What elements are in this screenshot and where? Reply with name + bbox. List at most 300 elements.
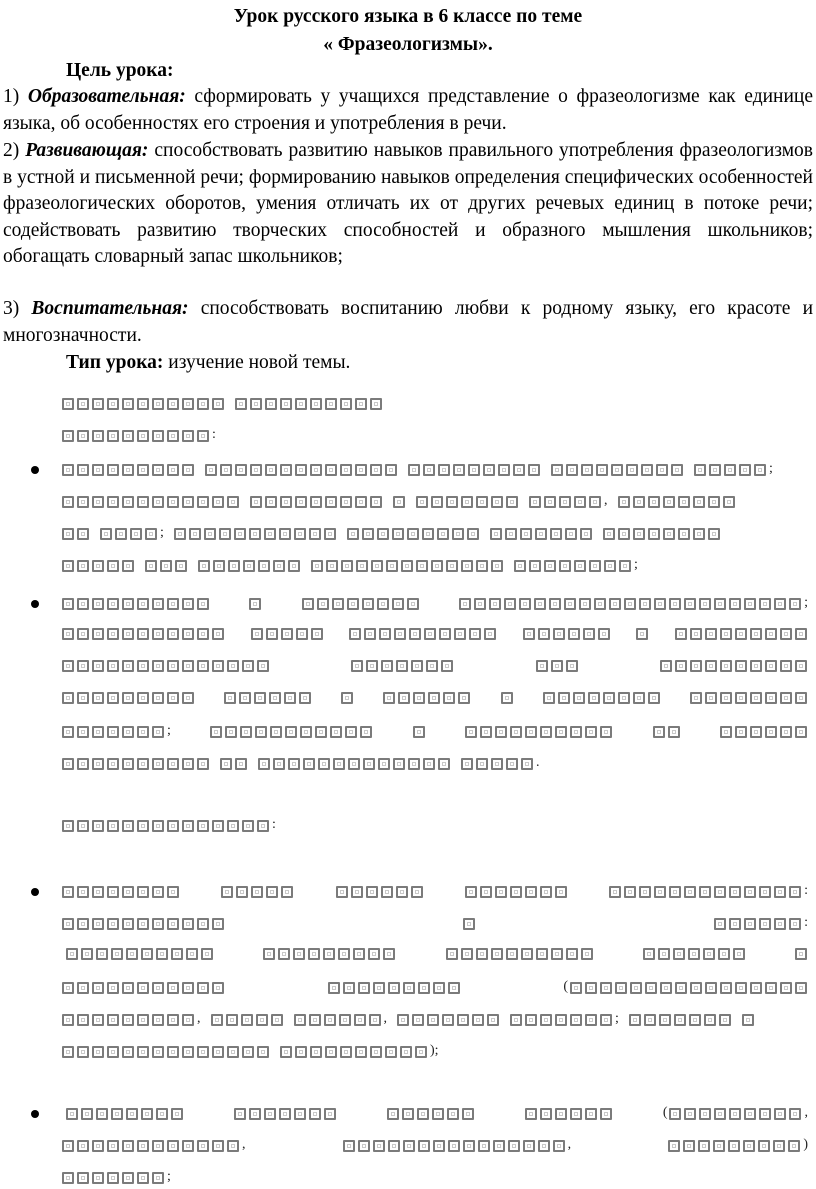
missing-glyph-box [122,1046,134,1058]
missing-glyph-box [413,692,425,704]
unreadable-text-line: ); [62,1044,449,1058]
missing-glyph-box [789,598,801,610]
missing-glyph-box [385,1046,397,1058]
missing-glyph-box [349,628,361,640]
missing-glyph-box [774,598,786,610]
unreadable-text-line: ; [62,1170,181,1184]
missing-glyph-box [453,464,465,476]
missing-glyph-box [122,628,134,640]
unreadable-text-line: ( [62,980,810,994]
missing-glyph-box [212,918,224,930]
missing-glyph-box [107,628,119,640]
missing-glyph-box [257,660,269,672]
missing-glyph-box [167,598,179,610]
missing-glyph-box [714,886,726,898]
missing-glyph-box [491,948,503,960]
missing-glyph-box [96,948,108,960]
missing-glyph-box [581,464,593,476]
missing-glyph-box [795,726,807,738]
missing-glyph-box [171,1108,183,1120]
missing-glyph-box [77,758,89,770]
missing-glyph-box [227,660,239,672]
missing-glyph-box [152,758,164,770]
goal-2-text: способствовать развитию навыков правильного употребления фразеологизмов в устной и письменной речи; формированию навыков определения специфических особенностей фразеологических оборотов, умения отличать их от других речевых единиц в потоке речи; содействовать развитию творческих способностей и образного мышления школьников; обогащать словарный запас школьников; [3,140,814,267]
missing-glyph-box [519,598,531,610]
missing-glyph-box [296,628,308,640]
missing-glyph-box [107,1046,119,1058]
missing-glyph-box [618,528,630,540]
missing-glyph-box [624,886,636,898]
missing-glyph-box [62,628,74,640]
missing-glyph-box [182,820,194,832]
missing-glyph-box [167,982,179,994]
missing-glyph-box [212,1046,224,1058]
missing-glyph-box [152,464,164,476]
missing-glyph-box [438,464,450,476]
missing-glyph-box [107,430,119,442]
missing-glyph-box [325,464,337,476]
missing-glyph-box [212,982,224,994]
missing-glyph-box [540,1014,552,1026]
missing-glyph-box [633,692,645,704]
missing-glyph-box [270,726,282,738]
missing-glyph-box [197,1140,209,1152]
missing-glyph-box [549,598,561,610]
missing-glyph-box [379,628,391,640]
missing-glyph-box [659,1014,671,1026]
missing-glyph-box [765,982,777,994]
missing-glyph-box [780,982,792,994]
missing-glyph-box [570,1014,582,1026]
missing-glyph-box [551,464,563,476]
missing-glyph-box [77,982,89,994]
missing-glyph-box [303,758,315,770]
missing-glyph-box [250,464,262,476]
missing-glyph-box [77,1140,89,1152]
missing-glyph-box [438,758,450,770]
missing-glyph-box [604,560,616,572]
missing-glyph-box [461,560,473,572]
missing-glyph-box [280,1046,292,1058]
missing-glyph-box [720,692,732,704]
missing-glyph-box [600,726,612,738]
missing-glyph-box [705,982,717,994]
missing-glyph-box [718,948,730,960]
goal-3 [3,296,813,349]
missing-glyph-box [538,1140,550,1152]
missing-glyph-box [235,758,247,770]
missing-glyph-box [265,496,277,508]
missing-glyph-box [529,560,541,572]
missing-glyph-box [654,886,666,898]
missing-glyph-box [397,1014,409,1026]
missing-glyph-box [362,598,374,610]
missing-glyph-box [92,496,104,508]
missing-glyph-box [789,1108,801,1120]
missing-glyph-box [472,1014,484,1026]
missing-glyph-box [377,528,389,540]
missing-glyph-box [780,726,792,738]
missing-glyph-box [543,692,555,704]
missing-glyph-box [377,598,389,610]
missing-glyph-box [708,528,720,540]
missing-glyph-box [656,464,668,476]
missing-glyph-box [568,628,580,640]
missing-glyph-box [668,1140,680,1152]
missing-glyph-box [728,1140,740,1152]
missing-glyph-box [324,1108,336,1120]
missing-glyph-box [693,528,705,540]
unreadable-text-line: . [62,756,550,770]
missing-glyph-box [720,726,732,738]
missing-glyph-box [107,1014,119,1026]
missing-glyph-box [385,464,397,476]
missing-glyph-box [724,464,736,476]
missing-glyph-box [525,1014,537,1026]
missing-glyph-box [340,464,352,476]
missing-glyph-box [555,1108,567,1120]
missing-glyph-box [505,528,517,540]
missing-glyph-box [402,1108,414,1120]
missing-glyph-box [167,1046,179,1058]
missing-glyph-box [523,628,535,640]
missing-glyph-box [489,598,501,610]
missing-glyph-box [243,560,255,572]
missing-glyph-box [510,1014,522,1026]
missing-glyph-box [288,560,300,572]
missing-glyph-box [355,1046,367,1058]
missing-glyph-box [653,726,665,738]
missing-glyph-box [235,464,247,476]
missing-glyph-box [241,1014,253,1026]
missing-glyph-box [339,1014,351,1026]
missing-glyph-box [663,528,675,540]
missing-glyph-box [551,660,563,672]
missing-glyph-box [669,1108,681,1120]
missing-glyph-box [347,598,359,610]
missing-glyph-box [219,528,231,540]
missing-glyph-box [167,496,179,508]
missing-glyph-box [579,598,591,610]
missing-glyph-box [318,758,330,770]
missing-glyph-box [197,820,209,832]
missing-glyph-box [302,598,314,610]
missing-glyph-box [257,1046,269,1058]
missing-glyph-box [266,886,278,898]
missing-glyph-box [126,948,138,960]
missing-glyph-box [182,982,194,994]
missing-glyph-box [122,398,134,410]
missing-glyph-box [240,726,252,738]
missing-glyph-box [182,598,194,610]
missing-glyph-box [77,628,89,640]
missing-glyph-box [167,758,179,770]
missing-glyph-box [448,982,460,994]
missing-glyph-box [122,820,134,832]
missing-glyph-box [122,886,134,898]
missing-glyph-box [122,692,134,704]
missing-glyph-box [205,464,217,476]
missing-glyph-box [236,886,248,898]
goal-3-number: 3) [3,298,20,319]
missing-glyph-box [565,528,577,540]
missing-glyph-box [684,598,696,610]
missing-glyph-box [273,758,285,770]
missing-glyph-box [754,464,766,476]
goal-3-label: Воспитательная: [31,298,189,319]
missing-glyph-box [698,1140,710,1152]
missing-glyph-box [175,560,187,572]
missing-glyph-box [220,464,232,476]
missing-glyph-box [137,820,149,832]
missing-glyph-box [510,886,522,898]
missing-glyph-box [281,886,293,898]
missing-glyph-box [570,982,582,994]
missing-glyph-box [107,820,119,832]
missing-glyph-box [536,948,548,960]
missing-glyph-box [226,1014,238,1026]
missing-glyph-box [690,982,702,994]
missing-glyph-box [396,886,408,898]
missing-glyph-box [62,496,74,508]
missing-glyph-box [62,430,74,442]
missing-glyph-box [295,398,307,410]
missing-glyph-box [600,1108,612,1120]
missing-glyph-box [525,726,537,738]
missing-glyph-box [684,886,696,898]
missing-glyph-box [130,528,142,540]
missing-glyph-box [197,398,209,410]
missing-glyph-box [495,726,507,738]
missing-glyph-box [107,464,119,476]
missing-glyph-box [62,1172,74,1184]
missing-glyph-box [249,528,261,540]
missing-glyph-box [750,982,762,994]
missing-glyph-box [92,758,104,770]
missing-glyph-box [393,758,405,770]
missing-glyph-box [358,1140,370,1152]
missing-glyph-box [77,398,89,410]
missing-glyph-box [555,886,567,898]
missing-glyph-box [122,430,134,442]
missing-glyph-box [550,528,562,540]
missing-glyph-box [227,1140,239,1152]
missing-glyph-box [508,1140,520,1152]
missing-glyph-box [699,598,711,610]
missing-glyph-box [427,1014,439,1026]
missing-glyph-box [795,692,807,704]
missing-glyph-box [212,496,224,508]
missing-glyph-box [250,398,262,410]
missing-glyph-box [735,692,747,704]
missing-glyph-box [555,1014,567,1026]
missing-glyph-box [309,1108,321,1120]
missing-glyph-box [765,692,777,704]
missing-glyph-box [411,886,423,898]
missing-glyph-box [62,598,74,610]
missing-glyph-box [280,464,292,476]
missing-glyph-box [416,496,428,508]
missing-glyph-box [583,628,595,640]
missing-glyph-box [77,496,89,508]
missing-glyph-box [705,628,717,640]
missing-glyph-box [588,692,600,704]
missing-glyph-box [251,628,263,640]
missing-glyph-box [370,464,382,476]
missing-glyph-box [96,1108,108,1120]
missing-glyph-box [107,886,119,898]
missing-glyph-box [310,496,322,508]
missing-glyph-box [774,886,786,898]
missing-glyph-box [107,758,119,770]
missing-glyph-box [77,598,89,610]
list-bullet [31,466,39,474]
missing-glyph-box [186,948,198,960]
missing-glyph-box [324,1014,336,1026]
missing-glyph-box [212,660,224,672]
missing-glyph-box [574,560,586,572]
missing-glyph-box [189,528,201,540]
missing-glyph-box [615,982,627,994]
missing-glyph-box [735,982,747,994]
missing-glyph-box [744,918,756,930]
missing-glyph-box [182,398,194,410]
missing-glyph-box [585,1014,597,1026]
missing-glyph-box [355,496,367,508]
missing-glyph-box [690,628,702,640]
missing-glyph-box [735,726,747,738]
missing-glyph-box [167,820,179,832]
unreadable-text-line: : [62,916,810,930]
missing-glyph-box [198,560,210,572]
missing-glyph-box [152,1046,164,1058]
missing-glyph-box [386,560,398,572]
missing-glyph-box [356,560,368,572]
missing-glyph-box [495,886,507,898]
missing-glyph-box [299,692,311,704]
missing-glyph-box [551,948,563,960]
missing-glyph-box [446,560,458,572]
missing-glyph-box [674,1014,686,1026]
missing-glyph-box [326,560,338,572]
missing-glyph-box [448,1140,460,1152]
missing-glyph-box [174,528,186,540]
missing-glyph-box [675,628,687,640]
missing-glyph-box [540,726,552,738]
missing-glyph-box [366,660,378,672]
missing-glyph-box [704,1014,716,1026]
list-bullet [31,888,39,896]
missing-glyph-box [323,948,335,960]
missing-glyph-box [788,1140,800,1152]
missing-glyph-box [273,560,285,572]
missing-glyph-box [739,464,751,476]
missing-glyph-box [310,398,322,410]
missing-glyph-box [271,1014,283,1026]
missing-glyph-box [310,464,322,476]
missing-glyph-box [759,886,771,898]
missing-glyph-box [383,692,395,704]
missing-glyph-box [62,528,74,540]
missing-glyph-box [167,1140,179,1152]
missing-glyph-box [468,464,480,476]
missing-glyph-box [705,660,717,672]
missing-glyph-box [152,820,164,832]
missing-glyph-box [280,398,292,410]
lesson-type [66,350,766,377]
missing-glyph-box [107,560,119,572]
missing-glyph-box [462,1108,474,1120]
goal-2 [3,138,813,271]
missing-glyph-box [279,528,291,540]
missing-glyph-box [92,628,104,640]
missing-glyph-box [351,660,363,672]
missing-glyph-box [381,886,393,898]
missing-glyph-box [538,628,550,640]
unreadable-text-line: ; [62,724,810,738]
missing-glyph-box [493,1140,505,1152]
missing-glyph-box [521,948,533,960]
missing-glyph-box [409,628,421,640]
missing-glyph-box [77,528,89,540]
missing-glyph-box [714,598,726,610]
missing-glyph-box [62,692,74,704]
missing-glyph-box [107,598,119,610]
missing-glyph-box [476,758,488,770]
missing-glyph-box [570,726,582,738]
missing-glyph-box [182,464,194,476]
missing-glyph-box [325,1046,337,1058]
missing-glyph-box [573,692,585,704]
missing-glyph-box [197,628,209,640]
missing-glyph-box [62,660,74,672]
missing-glyph-box [618,496,630,508]
missing-glyph-box [280,496,292,508]
missing-glyph-box [758,1140,770,1152]
missing-glyph-box [77,560,89,572]
missing-glyph-box [311,628,323,640]
missing-glyph-box [540,886,552,898]
missing-glyph-box [585,726,597,738]
missing-glyph-box [167,660,179,672]
missing-glyph-box [735,628,747,640]
unreadable-text-line [66,948,810,960]
missing-glyph-box [624,598,636,610]
missing-glyph-box [160,560,172,572]
missing-glyph-box [611,464,623,476]
missing-glyph-box [520,528,532,540]
missing-glyph-box [182,758,194,770]
missing-glyph-box [62,464,74,476]
missing-glyph-box [443,692,455,704]
missing-glyph-box [62,758,74,770]
goal-1-label: Образовательная: [27,86,186,107]
unreadable-text-line: : [62,884,810,898]
missing-glyph-box [324,528,336,540]
missing-glyph-box [351,886,363,898]
missing-glyph-box [669,886,681,898]
missing-glyph-box [256,1014,268,1026]
missing-glyph-box [137,1172,149,1184]
unreadable-text-line: ; [62,526,731,540]
missing-glyph-box [137,628,149,640]
missing-glyph-box [431,496,443,508]
unreadable-text-line: , , ) [62,1138,810,1152]
missing-glyph-box [630,982,642,994]
missing-glyph-box [355,398,367,410]
missing-glyph-box [690,660,702,672]
missing-glyph-box [392,598,404,610]
